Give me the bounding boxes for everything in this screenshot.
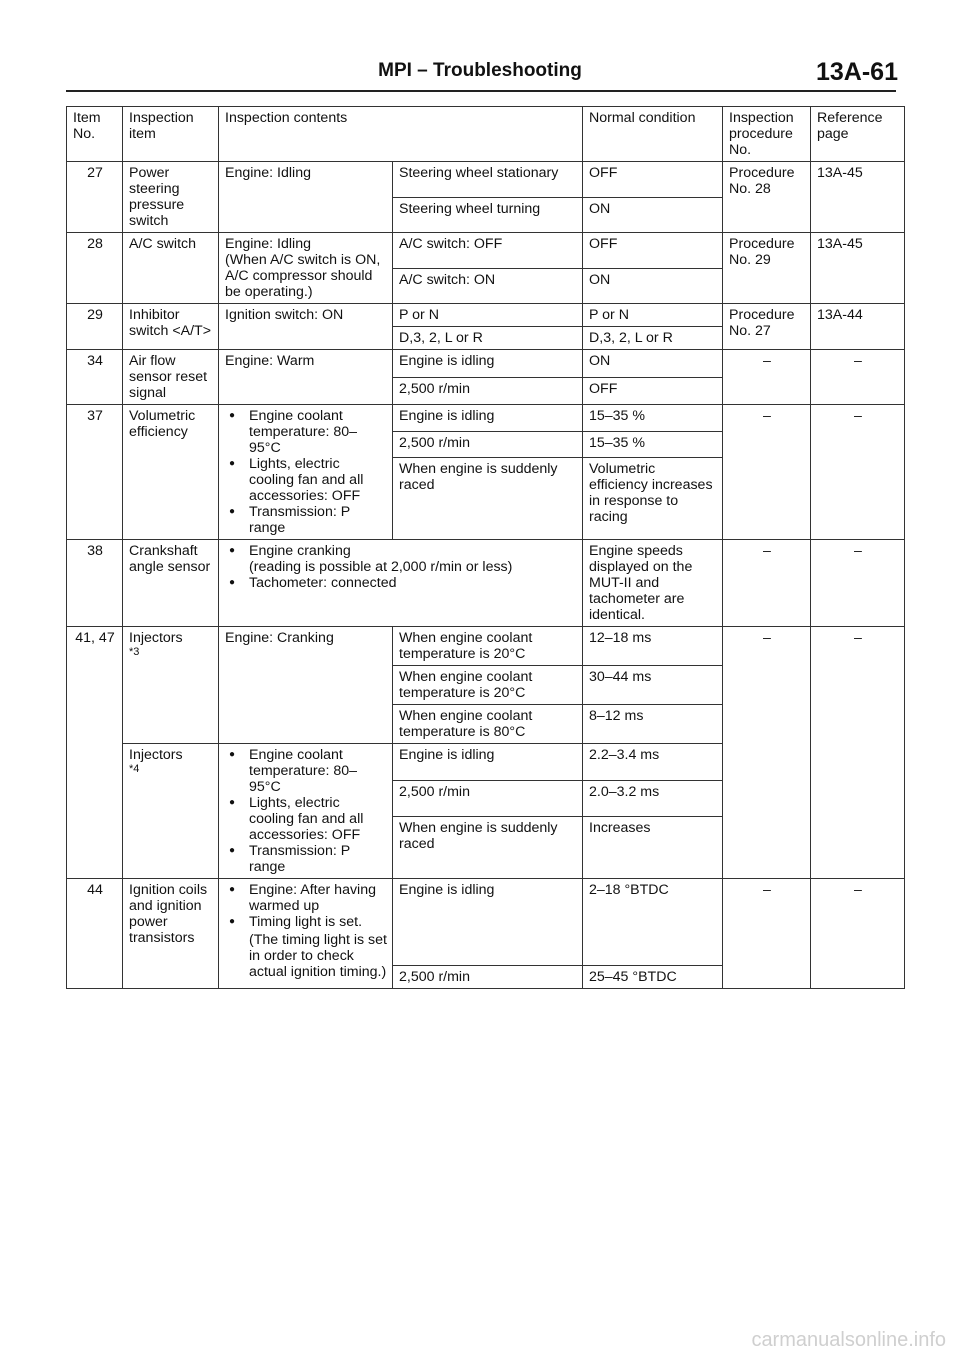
sub-condition: Engine is idling <box>393 879 583 966</box>
normal-value: 30–44 ms <box>583 666 723 705</box>
condition-list <box>225 408 387 536</box>
reference-page: 13A-44 <box>811 304 905 350</box>
item-no: 27 <box>67 162 123 233</box>
normal-value: 12–18 ms <box>583 627 723 666</box>
header-inspection-procedure: Inspection procedure No. <box>723 107 811 162</box>
inspection-condition: Engine: Idling <box>219 162 393 233</box>
condition-note: (The timing light is set in order to check actual ignition timing.) <box>249 932 387 980</box>
item-name: Injectors <box>129 747 183 763</box>
sub-condition: 2,500 r/min <box>393 966 583 989</box>
inspection-item: A/C switch <box>123 233 219 304</box>
item-no: 37 <box>67 405 123 540</box>
normal-value: Volumetric efficiency increases in response to racing <box>583 458 723 540</box>
item-no: 28 <box>67 233 123 304</box>
header-inspection-item: Inspection item <box>123 107 219 162</box>
condition-bullet: ● Engine: After having warmed up <box>249 882 387 914</box>
item-footnote-mark: *3 <box>129 646 140 658</box>
table-header-row <box>67 107 905 162</box>
normal-value: Increases <box>583 817 723 879</box>
normal-value: OFF <box>583 162 723 198</box>
normal-value: ON <box>583 197 723 233</box>
sub-condition: Steering wheel stationary <box>393 162 583 198</box>
procedure-no: Procedure No. 27 <box>723 304 811 350</box>
normal-value: 15–35 % <box>583 431 723 458</box>
procedure-no: Procedure No. 28 <box>723 162 811 233</box>
inspection-condition <box>219 744 393 879</box>
table-row <box>67 350 905 378</box>
condition-note: (reading is possible at 2,000 r/min or less) <box>249 559 513 575</box>
sub-condition: D,3, 2, L or R <box>393 327 583 350</box>
procedure-no: – <box>723 540 811 627</box>
procedure-no: – <box>723 350 811 405</box>
reference-page: – <box>811 540 905 627</box>
header-normal-condition: Normal condition <box>583 107 723 162</box>
condition-bullet: ● Lights, electric cooling fan and all accessories: OFF <box>249 456 387 504</box>
table-row <box>67 233 905 269</box>
sub-condition: 2,500 r/min <box>393 780 583 817</box>
sub-condition: P or N <box>393 304 583 327</box>
inspection-condition: Ignition switch: ON <box>219 304 393 350</box>
table-row <box>67 162 905 198</box>
item-footnote-mark: *4 <box>129 763 140 775</box>
condition-note: (When A/C switch is ON, A/C compressor should be operating.) <box>225 252 381 300</box>
inspection-table <box>66 106 905 989</box>
table-row <box>67 540 905 627</box>
sub-condition: 2,500 r/min <box>393 377 583 405</box>
normal-value: OFF <box>583 233 723 269</box>
normal-value: ON <box>583 350 723 378</box>
normal-value: 15–35 % <box>583 405 723 432</box>
inspection-condition <box>219 540 583 627</box>
sub-condition: When engine coolant temperature is 20°C <box>393 666 583 705</box>
sub-condition: A/C switch: OFF <box>393 233 583 269</box>
normal-value: P or N <box>583 304 723 327</box>
header-reference-page: Reference page <box>811 107 905 162</box>
inspection-item: Volumetric efficiency <box>123 405 219 540</box>
table-row <box>67 304 905 327</box>
procedure-no: – <box>723 627 811 879</box>
sub-condition: When engine is suddenly raced <box>393 458 583 540</box>
header-rule <box>66 90 896 92</box>
procedure-no: Procedure No. 29 <box>723 233 811 304</box>
inspection-item: Power steering pressure switch <box>123 162 219 233</box>
inspection-item: Crankshaft angle sensor <box>123 540 219 627</box>
sub-condition: Engine is idling <box>393 350 583 378</box>
condition-list <box>225 543 577 591</box>
normal-value: 2.0–3.2 ms <box>583 780 723 817</box>
normal-value: 2.2–3.4 ms <box>583 744 723 781</box>
item-no: 44 <box>67 879 123 989</box>
page-number: 13A-61 <box>816 58 898 86</box>
item-no: 41, 47 <box>67 627 123 879</box>
reference-page: 13A-45 <box>811 162 905 233</box>
reference-page: – <box>811 879 905 989</box>
inspection-item <box>123 744 219 879</box>
normal-value: D,3, 2, L or R <box>583 327 723 350</box>
item-no: 38 <box>67 540 123 627</box>
item-name: Injectors <box>129 630 183 646</box>
watermark: carmanualsonline.info <box>751 1329 946 1351</box>
condition-text: Engine cranking <box>249 543 351 559</box>
inspection-condition: Engine: Cranking <box>219 627 393 744</box>
condition-bullet: ● Timing light is set. <box>249 914 387 930</box>
header-inspection-contents: Inspection contents <box>219 107 583 162</box>
item-no: 29 <box>67 304 123 350</box>
condition-bullet: ● Transmission: P range <box>249 504 387 536</box>
page-title: MPI – Troubleshooting <box>378 60 582 81</box>
inspection-condition <box>219 233 393 304</box>
normal-value: OFF <box>583 377 723 405</box>
sub-condition: Engine is idling <box>393 744 583 781</box>
normal-value: Engine speeds displayed on the MUT-II and tachometer are identical. <box>583 540 723 627</box>
reference-page: – <box>811 350 905 405</box>
inspection-condition <box>219 405 393 540</box>
reference-page: – <box>811 405 905 540</box>
sub-condition: Engine is idling <box>393 405 583 432</box>
sub-condition: When engine coolant temperature is 20°C <box>393 627 583 666</box>
item-no: 34 <box>67 350 123 405</box>
normal-value: 25–45 °BTDC <box>583 966 723 989</box>
inspection-item <box>123 627 219 744</box>
inspection-item: Air flow sensor reset signal <box>123 350 219 405</box>
condition-list <box>225 747 387 875</box>
condition-bullet: ● Lights, electric cooling fan and all accessories: OFF <box>249 795 387 843</box>
inspection-condition <box>219 879 393 989</box>
inspection-item: Ignition coils and ignition power transistors <box>123 879 219 989</box>
sub-condition: 2,500 r/min <box>393 431 583 458</box>
sub-condition: When engine coolant temperature is 80°C <box>393 705 583 744</box>
table-row <box>67 405 905 432</box>
reference-page: 13A-45 <box>811 233 905 304</box>
inspection-condition: Engine: Warm <box>219 350 393 405</box>
procedure-no: – <box>723 879 811 989</box>
normal-value: 8–12 ms <box>583 705 723 744</box>
table-row <box>67 879 905 966</box>
sub-condition: Steering wheel turning <box>393 197 583 233</box>
condition-bullet: ● Transmission: P range <box>249 843 387 875</box>
normal-value: ON <box>583 268 723 304</box>
procedure-no: – <box>723 405 811 540</box>
condition-text: Engine: Idling <box>225 236 311 252</box>
sub-condition: When engine is suddenly raced <box>393 817 583 879</box>
condition-bullet <box>249 543 577 575</box>
header-item-no: Item No. <box>67 107 123 162</box>
table-row <box>67 627 905 666</box>
inspection-item: Inhibitor switch <A/T> <box>123 304 219 350</box>
condition-bullet: ● Tachometer: connected <box>249 575 577 591</box>
condition-bullet: ● Engine coolant temperature: 80–95°C <box>249 747 387 795</box>
condition-list <box>225 882 387 930</box>
normal-value: 2–18 °BTDC <box>583 879 723 966</box>
reference-page: – <box>811 627 905 879</box>
sub-condition: A/C switch: ON <box>393 268 583 304</box>
condition-bullet: ● Engine coolant temperature: 80–95°C <box>249 408 387 456</box>
